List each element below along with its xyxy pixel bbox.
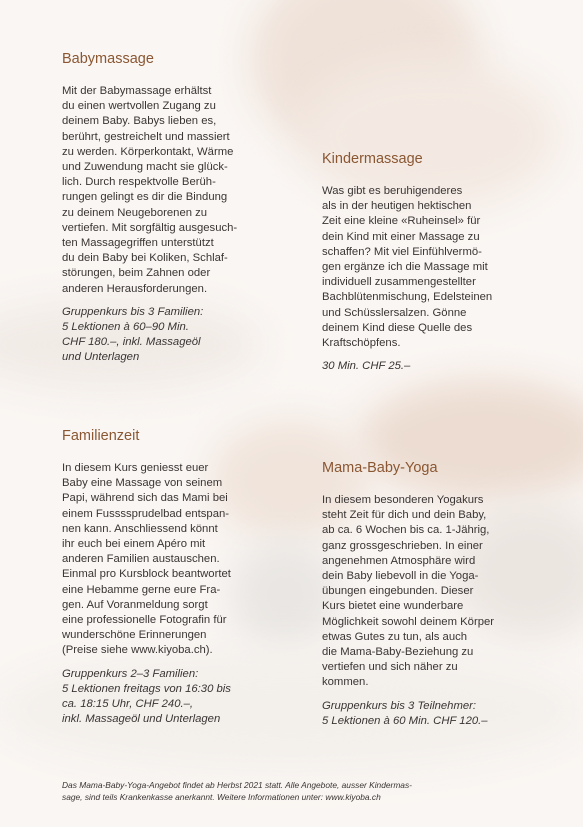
footer-note: Das Mama-Baby-Yoga-Angebot findet ab Herbst 2021 statt. Alle Angebote, ausser Kindermas- sage, sind teils Krankenkasse anerkannt. Weitere Informationen unter: www.kiyoba.ch — [62, 780, 412, 802]
section-mama-baby-yoga — [322, 459, 537, 729]
section-body: Was gibt es beruhigenderes als in der heutigen hektischen Zeit eine kleine «Ruheinsel» für dein Kind mit einer Massage zu schaffen? Mit viel Einfühlvermö- gen ergänze ich die Massage mit individuell zusammengestellter Bachblütenmischung, Edelsteinen und Schüsslersalzen. Gönne deinem Kind diese Quelle des Kraftschöpfens. — [322, 185, 493, 350]
section-pricing: Gruppenkurs bis 3 Teilnehmer: 5 Lektionen à 60 Min. CHF 120.– — [322, 699, 488, 727]
section-body: In diesem besonderen Yogakurs steht Zeit für dich und dein Baby, ab ca. 6 Wochen bis ca. 1-Jährig, ganz grossgeschrieben. In einer angenehmen Atmosphäre wird dein Baby liebevoll in die Yoga- übungen eingebunden. Dieser Kurs bietet eine wunderbare Möglichkeit sowohl deinem Körper etwas Gutes zu tun, als auch die Mama-Baby-Beziehung zu vertiefen und sich näher zu kommen. — [322, 494, 495, 689]
section-title: Babymassage — [62, 51, 154, 67]
section-title: Kindermassage — [322, 151, 423, 167]
section-familienzeit — [62, 427, 277, 727]
section-babymassage — [62, 50, 277, 366]
section-title: Mama-Baby-Yoga — [322, 460, 438, 476]
section-body: Mit der Babymassage erhältst du einen wertvollen Zugang zu deinem Baby. Babys lieben es, berührt, gestreichelt und massiert zu werden. Körperkontakt, Wärme und Zuwendung macht sie glück- lich. Durch respektvolle Berüh- rungen gelingt es dir die Bindung zu deinem Neugeborenen zu vertiefen. Mit sorgfältig ausgesuch- ten Massagegriffen unterstützt du dein Baby bei Koliken, Schlaf- störungen, beim Zahnen oder anderen Herausforderungen. — [62, 85, 238, 295]
section-pricing: 30 Min. CHF 25.– — [322, 360, 411, 373]
section-body: In diesem Kurs geniesst euer Baby eine Massage von seinem Papi, während sich das Mami bei einem Fussssprudelbad entspan- nen kann. Anschliessend könnt ihr euch bei einem Apéro mit anderen Familien austauschen. Einmal pro Kursblock beantwortet eine Hebamme gerne eure Fra- gen. Auf Voranmeldung sorgt eine professionelle Fotografin für wunderschöne Erinnerungen (Preise siehe www.kiyoba.ch). — [62, 462, 231, 657]
section-kindermassage — [322, 150, 537, 374]
section-pricing: Gruppenkurs bis 3 Familien: 5 Lektionen à 60–90 Min. CHF 180.–, inkl. Massageöl und Unterlagen — [62, 305, 204, 364]
section-pricing: Gruppenkurs 2–3 Familien: 5 Lektionen freitags von 16:30 bis ca. 18:15 Uhr, CHF 240.–, inkl. Massageöl und Unterlagen — [62, 667, 231, 726]
section-title: Familienzeit — [62, 428, 140, 444]
